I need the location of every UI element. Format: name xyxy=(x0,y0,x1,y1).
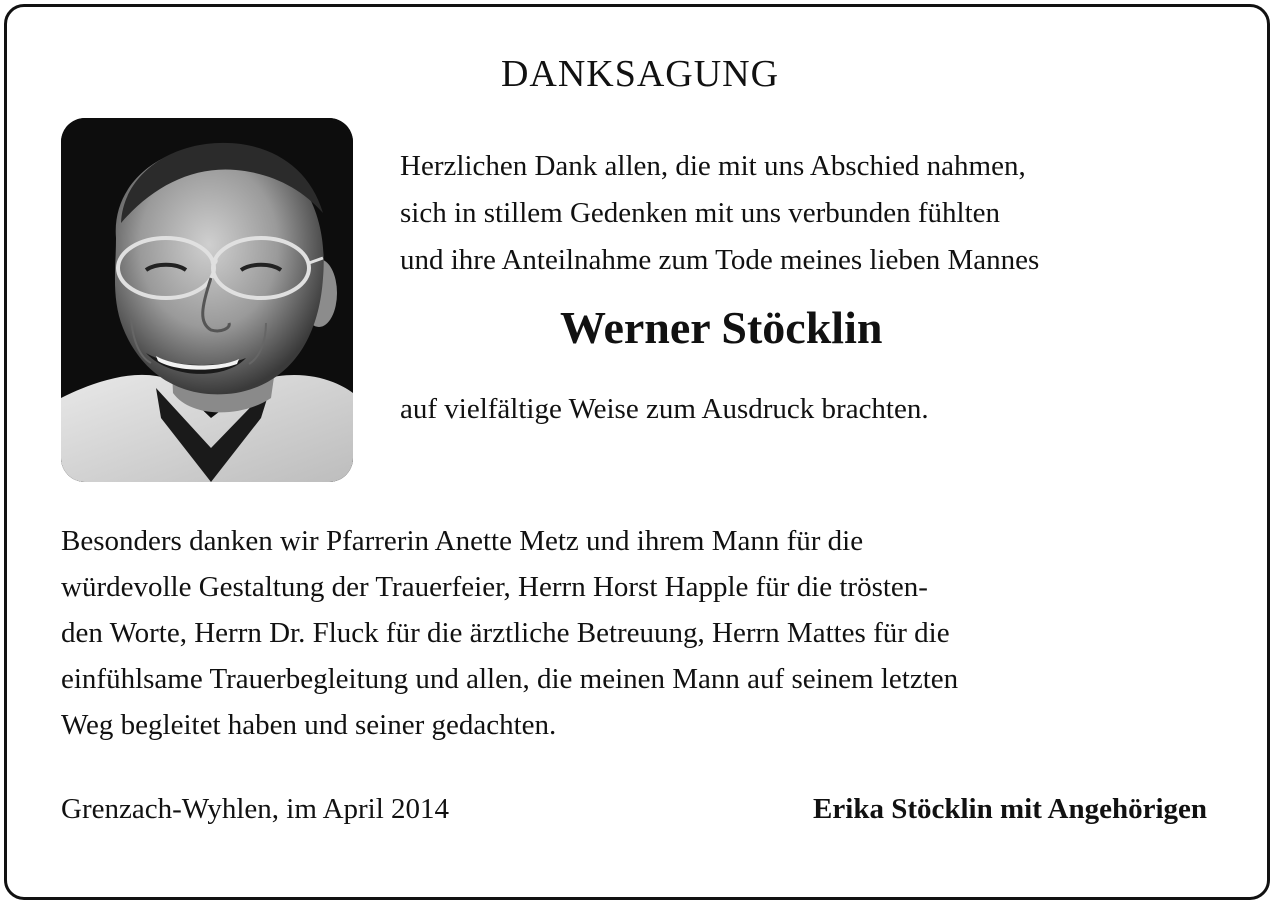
deceased-name: Werner Stöcklin xyxy=(560,302,883,353)
paragraph-line: Besonders danken wir Pfarrerin Anette Metz und ihrem Mann für die xyxy=(61,525,864,557)
intro-line: und ihre Anteilnahme zum Tode meines lieben Mannes xyxy=(400,244,1040,276)
intro-line: sich in stillem Gedenken mit uns verbunden fühlten xyxy=(400,197,1001,229)
heading-text: DANKSAGUNG xyxy=(500,53,780,95)
intro-text xyxy=(400,143,1240,284)
paragraph-line: einfühlsame Trauerbegleitung und allen, die meinen Mann auf seinem letzten xyxy=(61,663,959,695)
paragraph-line: würdevolle Gestaltung der Trauerfeier, Herrn Horst Happle für die trösten- xyxy=(61,571,928,603)
thanks-paragraph xyxy=(61,518,1231,748)
portrait-photo xyxy=(61,118,353,482)
place-date: Grenzach-Wyhlen, im April 2014 xyxy=(61,793,450,825)
paragraph-line: Weg begleitet haben und seiner gedachten. xyxy=(61,709,557,741)
notice-heading xyxy=(0,52,1280,96)
portrait-illustration xyxy=(61,118,353,482)
intro-line: Herzlichen Dank allen, die mit uns Abschied nahmen, xyxy=(400,150,1026,182)
signature: Erika Stöcklin mit Angehörigen xyxy=(813,793,1207,825)
after-name-text: auf vielfältige Weise zum Ausdruck brachten. xyxy=(400,393,929,425)
paragraph-line: den Worte, Herrn Dr. Fluck für die ärztliche Betreuung, Herrn Mattes für die xyxy=(61,617,950,649)
